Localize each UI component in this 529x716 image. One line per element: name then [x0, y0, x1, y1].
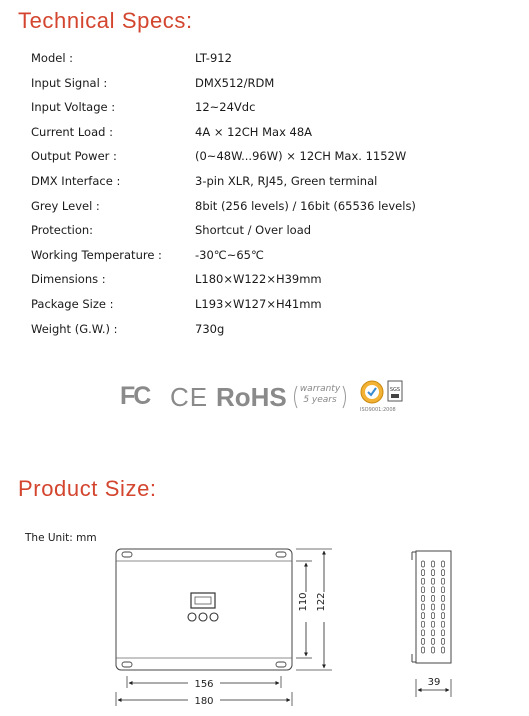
- spec-label: Working Temperature :: [31, 247, 162, 262]
- spec-label: Protection:: [31, 223, 94, 238]
- warranty-badge: [291, 384, 349, 406]
- spec-row: [31, 220, 501, 245]
- dimension-156-label: 156: [194, 679, 214, 690]
- device-top-view: [116, 549, 292, 670]
- spec-value: L180×W122×H39mm: [195, 272, 322, 287]
- iso-badge: [360, 378, 408, 412]
- spec-row: [31, 122, 501, 147]
- spec-value: (0~48W...96W) × 12CH Max. 1152W: [195, 149, 407, 164]
- iso-caption: ISO9001:2008: [360, 407, 396, 413]
- dimension-110-label: 110: [298, 592, 309, 612]
- spec-row: [31, 73, 501, 98]
- spec-row: [31, 146, 501, 171]
- width-dimensions: [116, 676, 292, 707]
- ce-logo: CE: [170, 382, 209, 412]
- spec-label: Input Voltage :: [31, 100, 116, 115]
- spec-label: Package Size :: [31, 296, 114, 311]
- spec-row: [31, 269, 501, 294]
- iso-badge-label: SGS: [389, 387, 401, 393]
- dimension-180-label: 180: [194, 696, 214, 707]
- certification-logos: [118, 378, 418, 418]
- spec-value: 12~24Vdc: [195, 100, 256, 115]
- warranty-laurel-icon: [291, 382, 349, 412]
- spec-value: L193×W127×H41mm: [195, 296, 322, 311]
- spec-value: -30℃~65℃: [195, 247, 264, 262]
- spec-row: [31, 294, 501, 319]
- dimension-drawing: [0, 540, 529, 716]
- spec-label: Current Load :: [31, 124, 113, 139]
- unit-note: The Unit: mm: [25, 532, 97, 544]
- rohs-logo: RoHS: [216, 382, 287, 412]
- spec-row: [31, 97, 501, 122]
- spec-label: DMX Interface :: [31, 173, 121, 188]
- spec-table: [31, 48, 501, 343]
- fcc-logo: FC: [120, 382, 150, 410]
- spec-label: Grey Level :: [31, 198, 100, 213]
- height-dimensions: [296, 549, 332, 670]
- spec-row: [31, 245, 501, 270]
- spec-value: 3-pin XLR, RJ45, Green terminal: [195, 173, 378, 188]
- technical-specs-title: Technical Specs:: [18, 8, 193, 33]
- spec-value: Shortcut / Over load: [195, 223, 312, 238]
- dimension-39-label: 39: [427, 677, 441, 688]
- spec-label: Weight (G.W.) :: [31, 321, 118, 336]
- spec-row: [31, 196, 501, 221]
- spec-row: [31, 319, 501, 344]
- spec-label: Output Power :: [31, 149, 117, 164]
- spec-value: 730g: [195, 321, 225, 336]
- spec-row: [31, 171, 501, 196]
- spec-label: Model :: [31, 51, 74, 65]
- iso-certificate-icon: [360, 378, 408, 408]
- spec-value: LT-912: [195, 51, 232, 65]
- spec-label: Dimensions :: [31, 272, 106, 287]
- spec-value: 4A × 12CH Max 48A: [195, 124, 313, 139]
- device-side-view: [412, 551, 451, 697]
- warranty-line-2: 5 years: [303, 395, 337, 405]
- product-size-title: Product Size:: [18, 476, 157, 501]
- spec-row: [31, 48, 501, 73]
- spec-label: Input Signal :: [31, 75, 108, 90]
- spec-value: DMX512/RDM: [195, 75, 275, 90]
- spec-value: 8bit (256 levels) / 16bit (65536 levels): [195, 198, 416, 213]
- warranty-line-1: warranty: [299, 384, 341, 394]
- dimension-122-label: 122: [316, 592, 327, 612]
